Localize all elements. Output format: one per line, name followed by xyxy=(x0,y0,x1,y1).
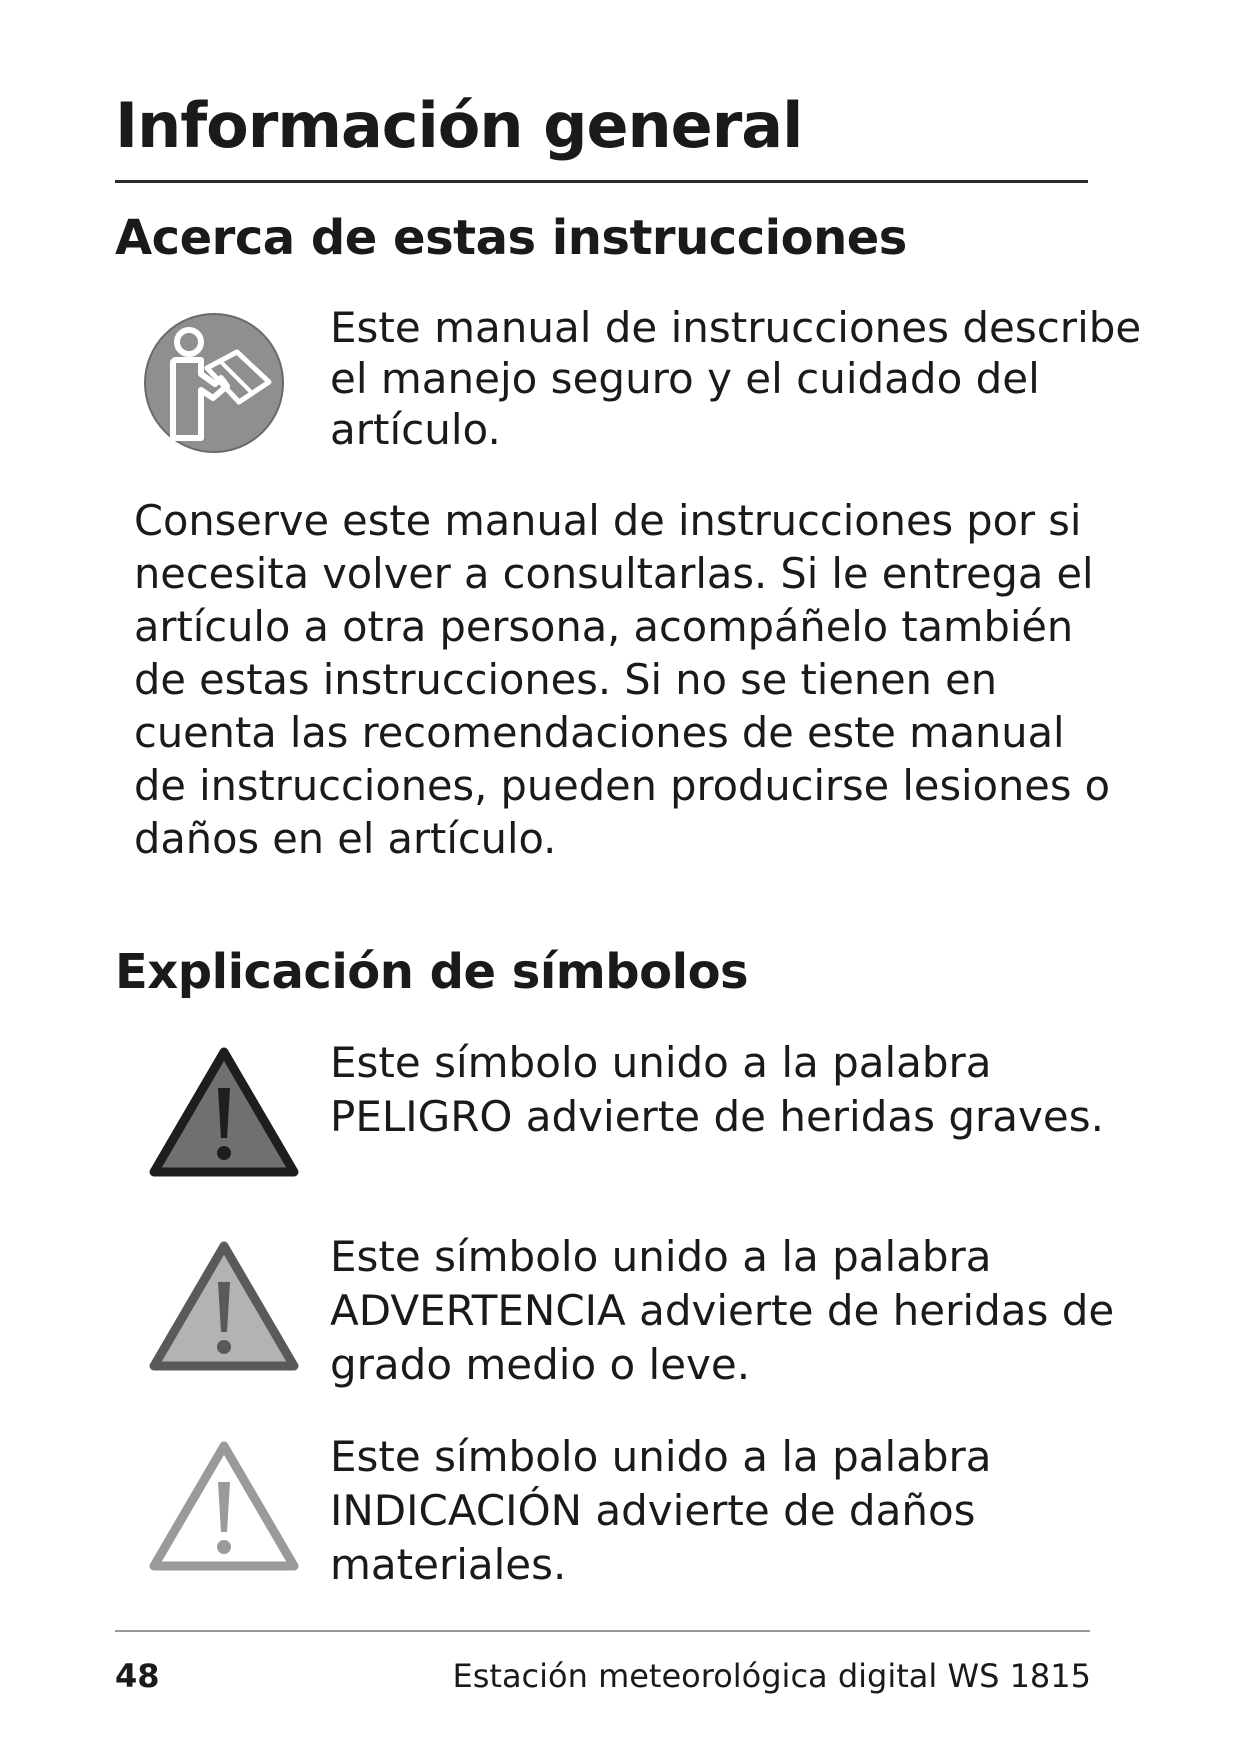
about-icon-text: Este manual de instrucciones describe el manejo seguro y el cuidado del artículo. xyxy=(330,303,1142,454)
page-number: 48 xyxy=(115,1657,160,1695)
caution-symbol-text: Este símbolo unido a la palabra ADVERTENCIA advierte de heridas de grado medio o leve. xyxy=(330,1232,1115,1389)
title-divider xyxy=(115,180,1088,183)
page-title: Información general xyxy=(115,89,803,162)
footer-divider xyxy=(115,1630,1090,1632)
danger-symbol-text: Este símbolo unido a la palabra PELIGRO advierte de heridas graves. xyxy=(330,1038,1104,1141)
symbols-heading: Explicación de símbolos xyxy=(115,944,749,1000)
about-heading: Acerca de estas instrucciones xyxy=(115,210,907,266)
warning-notice-icon xyxy=(148,1440,300,1574)
about-body-text: Conserve este manual de instrucciones por si necesita volver a consultarlas. Si le entrega el artículo a otra persona, acompáñelo también de estas instrucciones. Si no se tienen en cuenta las recomendaciones de este manual de instrucciones, pueden producirse lesiones o daños en el artículo. xyxy=(134,496,1111,863)
warning-caution-icon xyxy=(148,1240,300,1374)
document-title: Estación meteorológica digital WS 1815 xyxy=(452,1657,1091,1695)
warning-danger-icon xyxy=(148,1046,300,1180)
read-manual-icon xyxy=(143,312,285,454)
notice-symbol-text: Este símbolo unido a la palabra INDICACIÓN advierte de daños materiales. xyxy=(330,1432,992,1589)
